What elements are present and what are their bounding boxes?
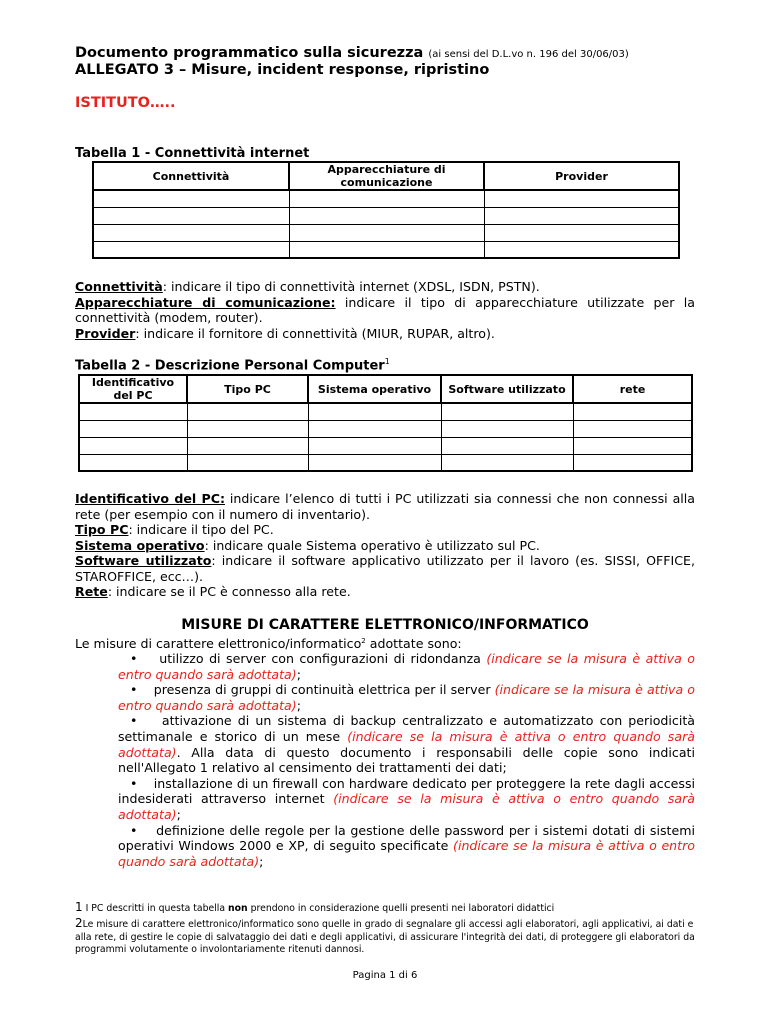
item-note: (indicare se la misura è attiva o entro quando sarà adottata) [118, 728, 695, 760]
definition-item [75, 553, 695, 584]
footnote-text: Le misure di carattere elettronico/informatico sono quelle in grado di segnalare gli accessi agli elaboratori, agli applicativi, ai dati e alla rete, di gestire le copie di salvataggio dei dati e degli applicativi, di assicurare l'integrità dei dati, di proteggere gli elaboratori da programmi volutamente o involontariamente ritenuti dannosi. [75, 919, 695, 955]
definition-term: Connettività [75, 279, 163, 294]
footnote-text: prendono in considerazione quelli presenti nei laboratori didattici [247, 903, 555, 914]
table-cell[interactable] [484, 241, 679, 258]
table2-header: Tipo PC [187, 375, 308, 403]
definition-term: Identificativo del PC: [75, 491, 225, 506]
table-cell[interactable] [289, 224, 484, 241]
table-cell[interactable] [308, 454, 441, 471]
bullet-icon: • [130, 775, 138, 791]
definition-text: indicare il tipo di apparecchiature utilizzate per la connettività (modem, router). [75, 294, 696, 325]
item-note: (indicare se la misura è attiva o entro quando sarà adottata) [118, 791, 696, 822]
table-cell[interactable] [308, 437, 441, 454]
bullet-icon: • [130, 682, 138, 698]
item-after: ; [176, 806, 181, 822]
definition-text: : indicare il tipo di connettività internet (XDSL, ISDN, PSTN). [162, 279, 540, 294]
table-connettivita [92, 161, 680, 259]
definition-term: Apparecchiature di comunicazione: [75, 294, 336, 310]
table-cell[interactable] [93, 207, 289, 224]
misure-intro [75, 634, 695, 652]
list-item [118, 682, 695, 713]
item-after: ; [296, 666, 301, 682]
item-text: presenza di gruppi di continuità elettrica per il server [153, 682, 495, 698]
table-row [79, 420, 692, 437]
table-cell[interactable] [308, 403, 441, 420]
definition-text: : indicare il software applicativo utilizzato per il lavoro (es. SISSI, OFFICE, STAROFFICE, ecc…). [75, 553, 695, 584]
table-cell[interactable] [187, 403, 308, 420]
table-row [93, 190, 679, 207]
footnote-number: 1 [75, 900, 83, 914]
item-text: definizione delle regole per la gestione delle password per i sistemi dotati di sistemi operativi Windows 2000 e XP, di seguito specificate [118, 822, 696, 854]
item-note: (indicare se la misura è attiva o entro quando sarà adottata) [118, 682, 695, 713]
table-cell[interactable] [441, 420, 573, 437]
table-cell[interactable] [79, 403, 187, 420]
definition-text: : indicare il fornitore di connettività (MIUR, RUPAR, altro). [135, 325, 495, 341]
table-cell[interactable] [573, 454, 692, 471]
misure-list [118, 651, 695, 869]
table2-header: Sistema operativo [308, 375, 441, 403]
definition-term: Software utilizzato [75, 553, 212, 568]
table-cell[interactable] [289, 207, 484, 224]
table2-header: Software utilizzato [441, 375, 573, 403]
title-line-1: Documento programmatico sulla sicurezza [75, 45, 424, 61]
table-cell[interactable] [573, 420, 692, 437]
istituto-heading: ISTITUTO….. [75, 95, 176, 111]
definition-text: : indicare il tipo del PC. [128, 522, 274, 537]
item-note: (indicare se la misura è attiva o entro quando sarà adottata) [118, 838, 695, 869]
table-cell[interactable] [308, 420, 441, 437]
definition-item [75, 584, 695, 600]
title-note: (ai sensi del D.L.vo n. 196 del 30/06/03) [428, 49, 629, 60]
table-cell[interactable] [93, 224, 289, 241]
definitions-table2 [75, 491, 695, 600]
section-title: MISURE DI CARATTERE ELETTRONICO/INFORMATICO [181, 617, 589, 633]
table-cell[interactable] [573, 403, 692, 420]
item-after: ; [259, 853, 264, 869]
definition-item [75, 279, 695, 295]
table-cell[interactable] [289, 190, 484, 207]
table-row [93, 241, 679, 258]
table-cell[interactable] [187, 437, 308, 454]
table-cell[interactable] [187, 420, 308, 437]
item-text: installazione di un firewall con hardware dedicato per proteggere la rete dagli accessi indesiderati attraverso internet [118, 775, 696, 807]
definition-term: Sistema operativo [75, 537, 205, 553]
table-cell[interactable] [93, 241, 289, 258]
table-cell[interactable] [441, 403, 573, 420]
table-row [93, 224, 679, 241]
table-cell[interactable] [93, 190, 289, 207]
document-title [75, 45, 629, 63]
table-cell[interactable] [289, 241, 484, 258]
table-row [79, 437, 692, 454]
footnote-number: 2 [75, 916, 83, 930]
table-cell[interactable] [573, 437, 692, 454]
definition-item [75, 295, 695, 326]
table-cell[interactable] [441, 437, 573, 454]
list-item [118, 776, 695, 823]
table-cell[interactable] [187, 454, 308, 471]
table2-header: Identificativo del PC [79, 375, 187, 403]
definition-item [75, 326, 695, 342]
bullet-icon: • [130, 713, 138, 729]
table-personal-computer [78, 374, 693, 472]
table1-caption: Tabella 1 - Connettività internet [75, 146, 310, 161]
definition-item [75, 491, 695, 522]
table1-header: Connettività [93, 162, 289, 190]
table1-header: Provider [484, 162, 679, 190]
footnote-text: I PC descritti in questa tabella [82, 903, 229, 914]
table-cell[interactable] [79, 437, 187, 454]
footnote-1 [75, 901, 695, 916]
item-text: attivazione di un sistema di backup centralizzato e automatizzato con periodicità settimanale e storico di un mese [118, 713, 695, 744]
item-after: . Alla data di questo documento i responsabili delle copie sono indicati nell'Allegato 1 relativo al censimento dei trattamenti dei dati; [118, 744, 695, 776]
item-after: ; [296, 697, 301, 713]
intro-text: Le misure di carattere elettronico/informatico [75, 636, 362, 652]
table-row [93, 207, 679, 224]
footnote-2 [75, 917, 695, 957]
definition-term: Tipo PC [75, 522, 129, 537]
table-cell[interactable] [484, 224, 679, 241]
page-number: Pagina 1 di 6 [352, 970, 418, 981]
footnote-bold: non [228, 903, 248, 914]
table-row [79, 454, 692, 471]
table-cell[interactable] [79, 420, 187, 437]
intro-end: adottate sono: [365, 636, 462, 652]
list-item [118, 823, 695, 870]
table-cell[interactable] [484, 190, 679, 207]
definition-item [75, 538, 695, 554]
list-item [118, 713, 695, 775]
definition-term: Provider [75, 325, 136, 341]
table2-caption-text: Tabella 2 - Descrizione Personal Computer [75, 358, 385, 374]
definition-term: Rete [75, 584, 108, 599]
item-text: utilizzo di server con configurazioni di ridondanza [159, 651, 487, 666]
table-row [79, 403, 692, 420]
table-cell[interactable] [441, 454, 573, 471]
list-item [118, 651, 695, 682]
table2-header: rete [573, 375, 692, 403]
definition-text: indicare l’elenco di tutti i PC utilizzati sia connessi che non connessi alla rete (per esempio con il numero di inventario). [75, 491, 695, 522]
footnote-ref: 1 [384, 357, 390, 366]
footnote-ref: 2 [361, 637, 366, 645]
item-note: (indicare se la misura è attiva o entro quando sarà adottata) [118, 651, 695, 682]
definition-text: : indicare se il PC è connesso alla rete. [107, 584, 351, 599]
bullet-icon: • [130, 651, 138, 666]
allegato-title: ALLEGATO 3 – Misure, incident response, ripristino [75, 62, 490, 78]
table-cell[interactable] [484, 207, 679, 224]
bullet-icon: • [130, 822, 138, 838]
definition-item [75, 522, 695, 538]
definitions-table1 [75, 279, 695, 341]
table2-caption [75, 357, 390, 373]
definition-text: : indicare quale Sistema operativo è utilizzato sul PC. [204, 537, 540, 553]
table1-header: Apparecchiature di comunicazione [289, 162, 484, 190]
table-cell[interactable] [79, 454, 187, 471]
